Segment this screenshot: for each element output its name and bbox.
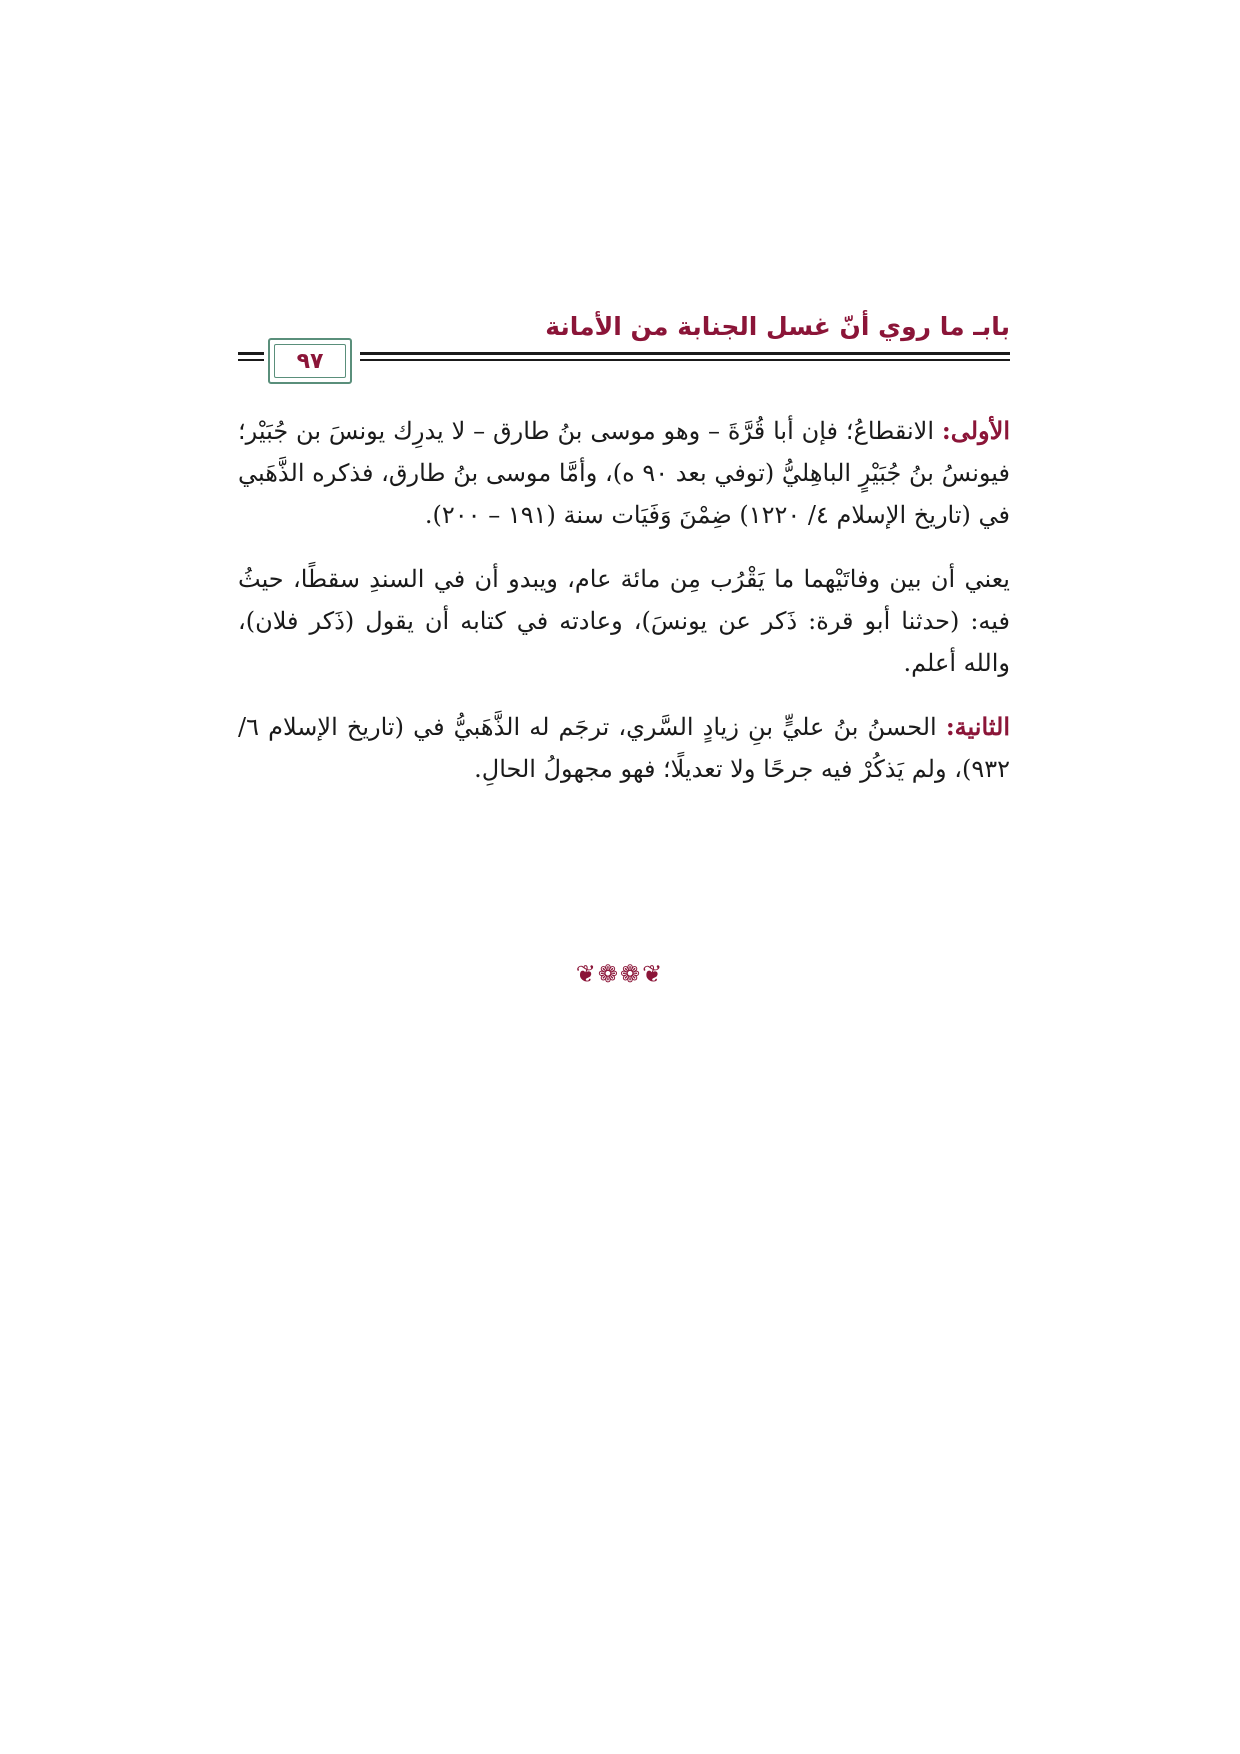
page-body [238,410,1010,812]
paragraph-text: الحسنُ بنُ عليٍّ بنِ زيادٍ السَّري، ترجَم له الذَّهَبيُّ في (تاريخ الإسلام ٦/ ٩٣٢)، ولم يَذكُرْ فيه جرحًا ولا تعديلًا؛ فهو مجهولُ الحالِ. [238,713,1010,783]
running-title: بابـ ما روي أنّ غسل الجنابة من الأمانة [545,312,1010,341]
paragraph-third [238,706,1010,790]
header-rule-bottom [360,359,1010,361]
paragraph-first [238,410,1010,536]
page-header [238,312,1010,382]
page-number: ٩٧ [296,348,324,374]
header-rule-left-bottom [238,359,264,361]
section-end-ornament: ❦❁❁❦ [575,960,665,988]
header-rule-left-top [238,352,264,355]
page-number-badge [268,338,352,384]
paragraph-lead: الأولى: [941,416,1010,445]
paragraph-text: الانقطاعُ؛ فإن أبا قُرَّةَ – وهو موسى بنُ طارق – لا يدرِك يونسَ بن جُبَيْر؛ فيونسُ بنُ جُبَيْرٍ الباهِليُّ (توفي بعد ٩٠ ه)، وأمَّا موسى بنُ طارق، فذكره الذَّهَبي في (تاريخ الإسلام ٤/ ١٢٢٠) ضِمْنَ وَفَيَات سنة (١٩١ – ٢٠٠). [238,417,1011,529]
header-rule-top [360,352,1010,355]
paragraph-lead: الثانية: [945,712,1010,741]
paragraph-text: يعني أن بين وفاتَيْهما ما يَقْرُب مِن مائة عام، ويبدو أن في السندِ سقطًا، حيثُ فيه: (حدثنا أبو قرة: ذَكر عن يونسَ)، وعادته في كتابه أن يقول (ذَكر فلان)، والله أعلم. [238,565,1011,677]
paragraph-second [238,558,1010,684]
